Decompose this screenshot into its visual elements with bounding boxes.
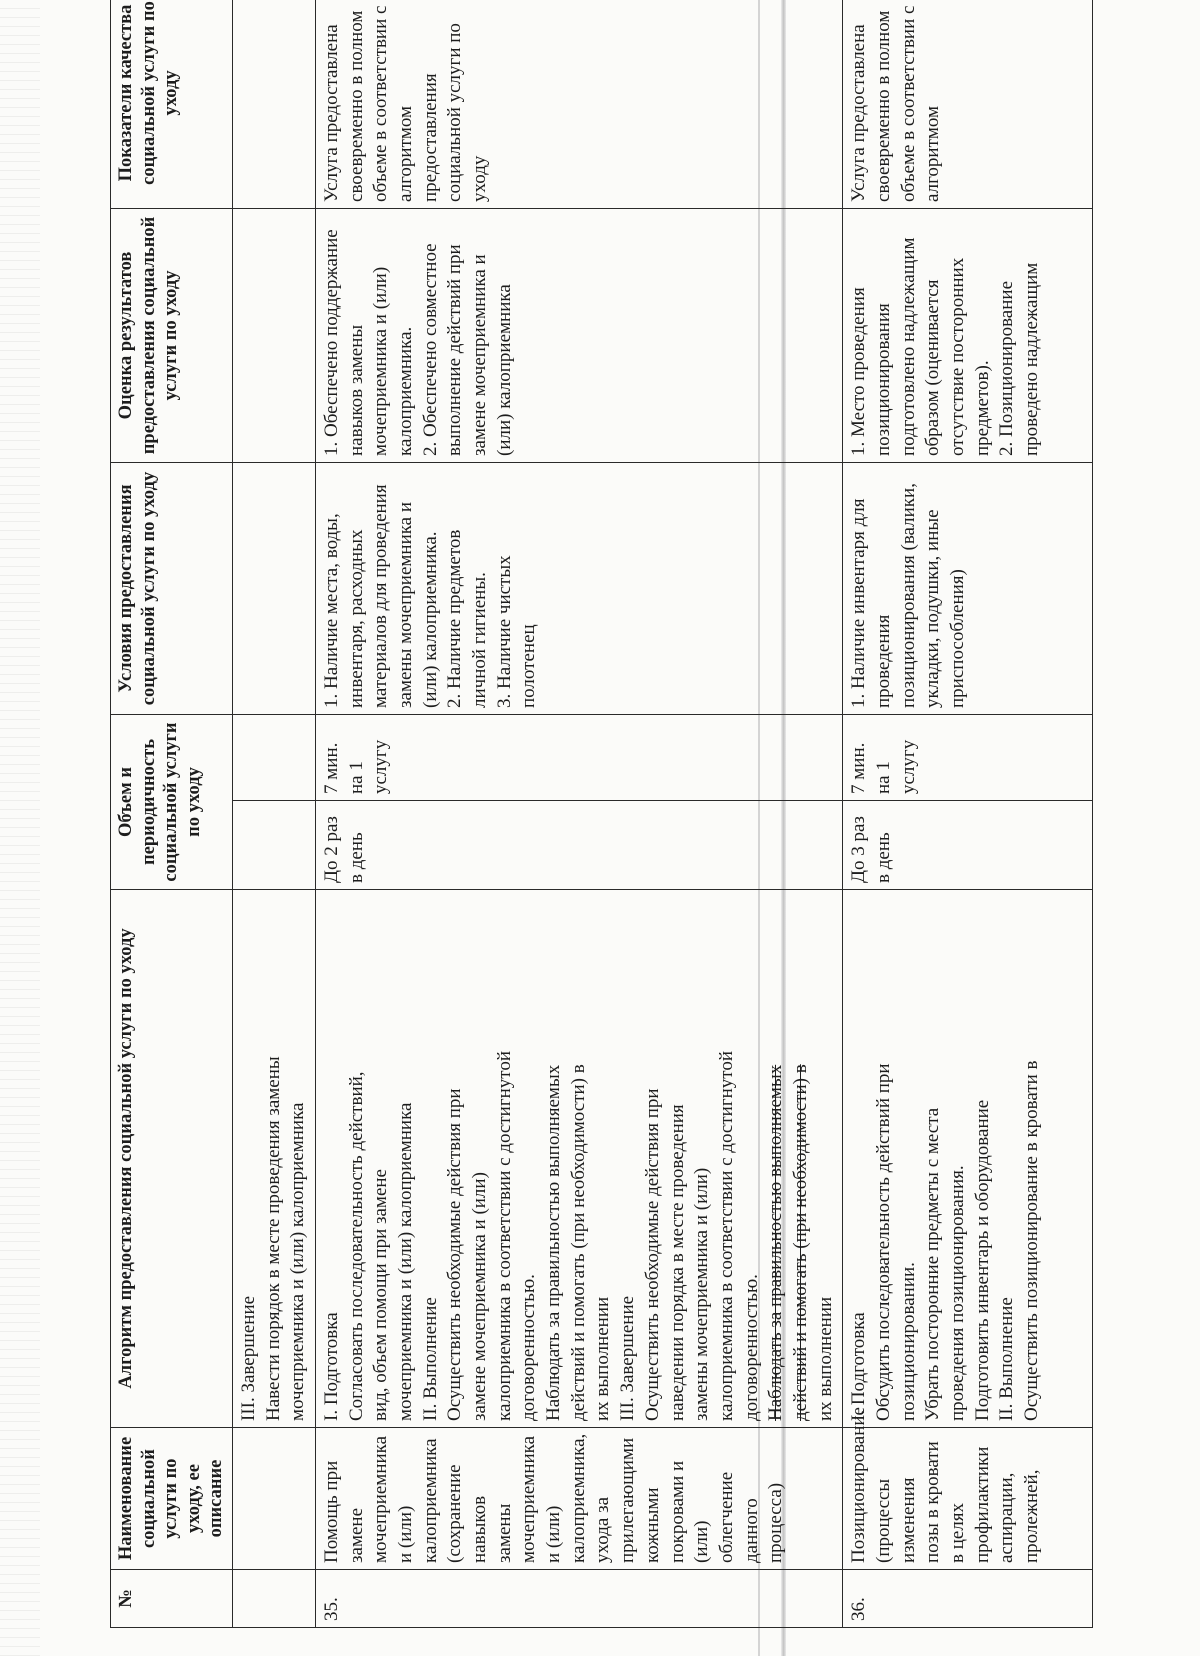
service-duration: 7 мин. на 1 услугу [315,714,842,800]
table-header-row [111,0,233,1628]
rotated-document-page [110,0,1090,1628]
service-frequency: До 2 раз в день [315,801,842,890]
service-name: Помощь при замене мочеприемника и (или) калоприемника (сохранение навыков замены мочеприемника и (или) калоприемника, ухода за прилегающими кожными покровами и (или) облегчение данного процесса) [315,1428,842,1570]
cell-empty [232,801,315,890]
service-duration: 7 мин. на 1 услугу [843,714,1093,800]
header-number: № [111,1570,233,1628]
cell-empty [232,462,315,714]
table-row-35 [315,0,842,1628]
social-services-table [110,0,1093,1628]
cell-empty [232,208,315,462]
service-algorithm: I. Подготовка Обсудить последовательность действий при позиционировании. Убрать посторонние предметы с места проведения позиционирования. Подготовить инвентарь и оборудование II. Выполнение Осуществить позиционирование в кровати в [843,890,1093,1428]
cell-empty [232,1428,315,1570]
service-frequency: До 3 раз в день [843,801,1093,890]
header-volume: Объем и периодичность социальной услуги по уходу [111,714,233,889]
header-evaluation: Оценка результатов предоставления социальной услуги по уходу [111,208,233,462]
service-quality: Услуга предоставлена своевременно в полном объеме в соответствии с алгоритмом [843,0,1093,208]
header-quality: Показатели качества социальной услуги по уходу [111,0,233,208]
service-quality: Услуга предоставлена своевременно в полном объеме в соответствии с алгоритмом предоставления социальной услуги по уходу [315,0,842,208]
header-conditions: Условия предоставления социальной услуги по уходу [111,462,233,714]
cell-empty [232,1570,315,1628]
service-conditions: 1. Наличие инвентаря для проведения позиционирования (валики, укладки, подушки, иные приспособления) [843,462,1093,714]
table-row-36 [843,0,1093,1628]
row-number: 36. [843,1570,1093,1628]
service-evaluation: 1. Обеспечено поддержание навыков замены мочеприемника и (или) калоприемника. 2. Обеспечено совместное выполнение действий при замене мочеприемника и (или) калоприемника [315,208,842,462]
cell-algorithm-continuation: III. Завершение Навести порядок в месте проведения замены мочеприемника и (или) калоприемника [232,890,315,1428]
service-algorithm: I. Подготовка Согласовать последовательность действий, вид, объем помощи при замене мочеприемника и (или) калоприемника II. Выполнение Осуществить необходимые действия при замене мочеприемника и (или) калоприемника в соответствии с достигнутой договоренностью. Наблюдать за правильностью выполняемых действий и помогать (при необходимости) в их выполнении III. Завершение Осуществить необходимые действия при наведении порядка в месте проведения замены мочеприемника и (или) калоприемника в соответствии с достигнутой договоренностью. Наблюдать за правильностью выполняемых действий и помогать (при необходимости) в их выполнении [315,890,842,1428]
service-name: Позиционирование (процессы изменения позы в кровати в целях профилактики аспирации, пролежней, [843,1428,1093,1570]
table-row-continuation [232,0,315,1628]
service-conditions: 1. Наличие места, воды, инвентаря, расходных материалов для проведения замены мочеприемника и (или) калоприемника. 2. Наличие предметов личной гигиены. 3. Наличие чистых полотенец [315,462,842,714]
cell-empty [232,0,315,208]
cell-empty [232,714,315,800]
header-algorithm: Алгоритм предоставления социальной услуги по уходу [111,890,233,1428]
row-number: 35. [315,1570,842,1628]
header-service-name: Наименование социальной услуги по уходу, ее описание [111,1428,233,1570]
service-evaluation: 1. Место проведения позиционирования подготовлено надлежащим образом (оценивается отсутствие посторонних предметов). 2. Позиционирование проведено надлежащим [843,208,1093,462]
scan-edge-noise [0,0,40,1656]
